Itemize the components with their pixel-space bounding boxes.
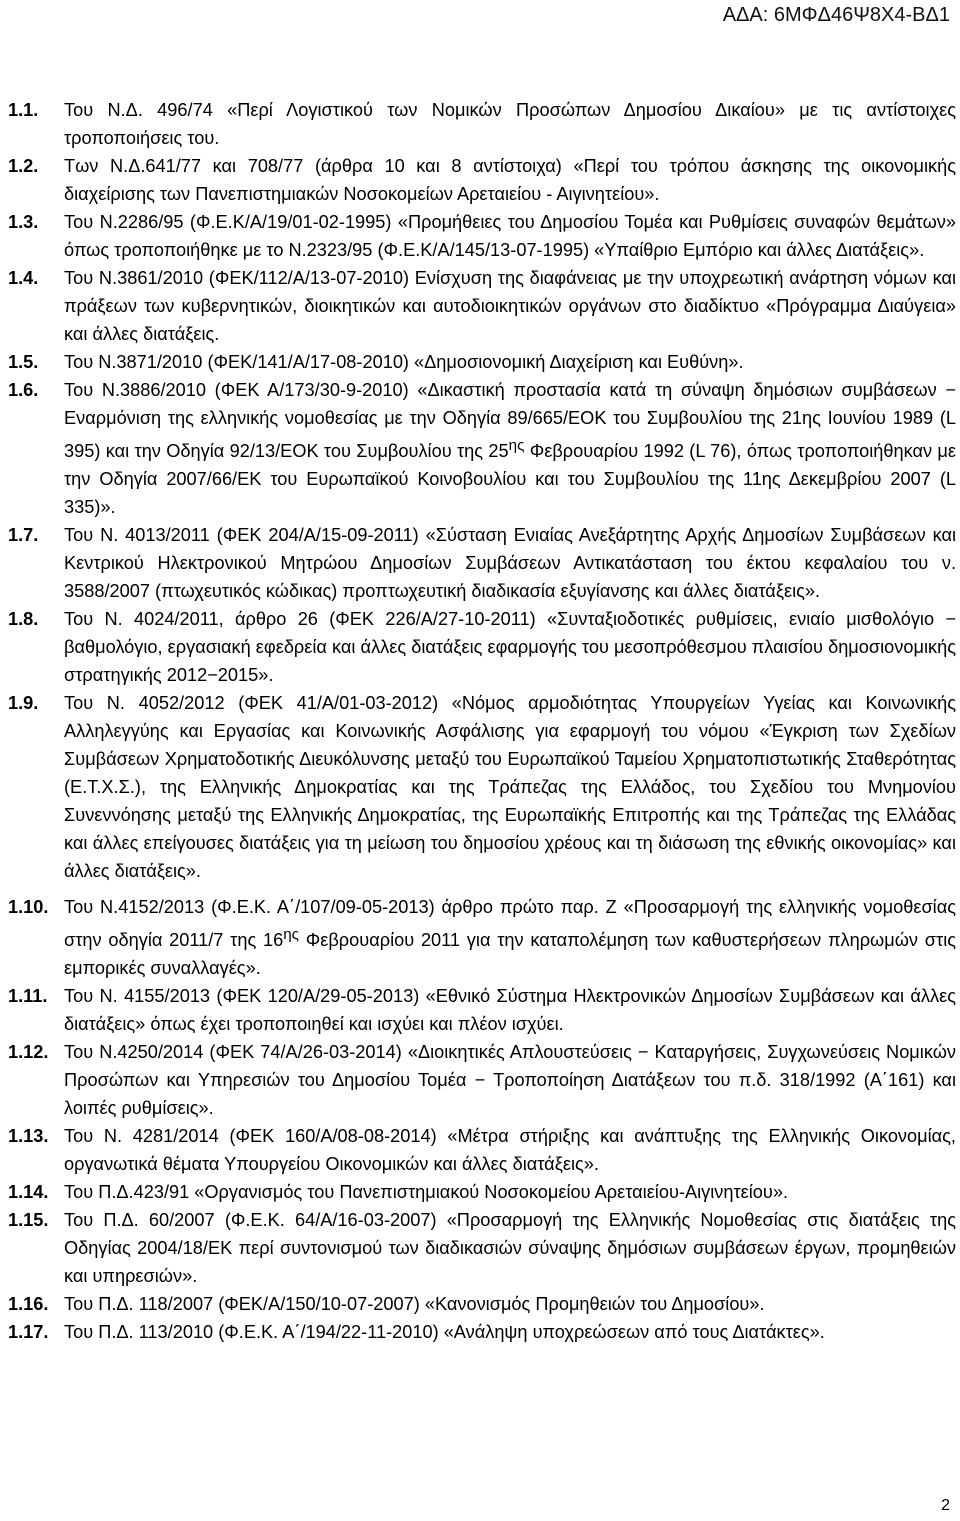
item-text xyxy=(64,376,956,521)
list-item xyxy=(8,1122,956,1178)
item-number: 1.12. xyxy=(8,1042,49,1063)
list-item xyxy=(8,1038,956,1122)
list-item xyxy=(8,1178,956,1206)
list-item xyxy=(8,605,956,689)
item-text: Του Ν.3861/2010 (ΦΕΚ/112/Α/13-07-2010) Ενίσχυση της διαφάνειας με την υποχρεωτική ανάρτηση νόμων και πράξεων των κυβερνητικών, διοικητικών και αυτοδιοικητικών οργάνων στο διαδίκτυο «Πρόγραμμα Διαύγεια» και άλλες διατάξεις. xyxy=(64,268,956,344)
list-item xyxy=(8,1290,956,1318)
item-text-part: Του Ν.4152/2013 (Φ.Ε.Κ. Α΄/107/09-05-2013) άρθρο πρώτο παρ. Ζ «Προσαρμογή της ελληνικής νομοθεσίας στην οδηγία 2011/7 της 16 xyxy=(64,897,956,951)
item-number: 1.8. xyxy=(8,609,39,630)
page-number: 2 xyxy=(941,1497,950,1514)
document-body xyxy=(8,96,956,1346)
item-text-part: Φεβρουαρίου 2011 για την καταπολέμηση των καθυστερήσεων πληρωμών στις εμπορικές συναλλαγές». xyxy=(64,930,956,979)
ada-code: ΑΔΑ: 6ΜΦΔ46Ψ8Χ4-ΒΔ1 xyxy=(722,4,950,26)
ordinal-suffix: ης xyxy=(283,926,299,944)
item-number: 1.9. xyxy=(8,693,39,714)
item-text: Του Π.Δ.423/91 «Οργανισμός του Πανεπιστημιακού Νοσοκομείου Αρεταιείου-Αιγινητείου». xyxy=(64,1182,789,1203)
item-number: 1.16. xyxy=(8,1294,49,1315)
item-number: 1.1. xyxy=(8,100,39,120)
item-number: 1.4. xyxy=(8,268,39,288)
list-item xyxy=(8,96,956,152)
item-text: Των Ν.Δ.641/77 και 708/77 (άρθρα 10 και 8 αντίστοιχα) «Περί του τρόπου άσκησης της οικονομικής διαχείρισης των Πανεπιστημιακών Νοσοκομείων Αρεταιείου - Αιγινητείου». xyxy=(64,156,956,204)
item-text: Του Π.Δ. 113/2010 (Φ.Ε.Κ. Α΄/194/22-11-2010) «Ανάληψη υποχρεώσεων από τους Διατάκτες». xyxy=(64,1322,825,1343)
item-text: Του Ν.4250/2014 (ΦΕΚ 74/Α/26-03-2014) «Διοικητικές Απλουστεύσεις − Καταργήσεις, Συγχωνεύσεις Νομικών Προσώπων και Υπηρεσιών του Δημοσίου Τομέα − Τροποποίηση Διατάξεων του π.δ. 318/1992 (Α΄161) και λοιπές ρυθμίσεις». xyxy=(64,1042,956,1119)
list-item xyxy=(8,264,956,348)
item-text: Του Ν.Δ. 496/74 «Περί Λογιστικού των Νομικών Προσώπων Δημοσίου Δικαίου» με τις αντίστοιχες τροποποιήσεις του. xyxy=(64,100,956,148)
list-item xyxy=(8,982,956,1038)
item-number: 1.3. xyxy=(8,212,39,232)
list-item xyxy=(8,689,956,885)
item-text: Του Ν. 4281/2014 (ΦΕΚ 160/Α/08-08-2014) «Μέτρα στήριξης και ανάπτυξης της Ελληνικής Οικονομίας, οργανωτικά θέματα Υπουργείου Οικονομικών και άλλες διατάξεις». xyxy=(64,1126,956,1175)
item-text-part: Του Ν.3886/2010 (ΦΕΚ Α/173/30-9-2010) «Δικαστική προστασία κατά τη σύναψη δημόσιων συμβάσεων − Εναρμόνιση της ελληνικής νομοθεσίας με την Οδηγία 89/665/ΕΟΚ του Συμβουλίου της 21ης Ιουνίου 1989 (L 395) και την Οδηγία 92/13/ΕΟΚ του Συμβουλίου της 25 xyxy=(64,380,956,462)
item-number: 1.11. xyxy=(8,986,48,1007)
item-text-part: Φεβρουαρίου 1992 (L 76), όπως τροποποιήθηκαν με την Οδηγία 2007/66/ΕΚ του Ευρωπαϊκού Κοινοβουλίου και του Συμβουλίου της 11ης Δεκεμβρίου 2007 (L 335)». xyxy=(64,441,957,518)
item-text: Του Ν.2286/95 (Φ.Ε.Κ/Α/19/01-02-1995) «Προμήθειες του Δημοσίου Τομέα και Ρυθμίσεις συναφών θεμάτων» όπως τροποποιήθηκε με το Ν.2323/95 (Φ.Ε.Κ/Α/145/13-07-1995) «Υπαίθριο Εμπόριο και άλλες Διατάξεις». xyxy=(64,212,956,260)
item-text: Του Ν. 4013/2011 (ΦΕΚ 204/Α/15-09-2011) «Σύσταση Ενιαίας Ανεξάρτητης Αρχής Δημοσίων Συμβάσεων και Κεντρικού Ηλεκτρονικού Μητρώου Δημοσίων Συμβάσεων Αντικατάσταση του έκτου κεφαλαίου του ν. 3588/2007 (πτωχευτικός κώδικας) προπτωχευτική διαδικασία εξυγίανσης και άλλες διατάξεις». xyxy=(64,525,956,602)
item-text: Του Π.Δ. 118/2007 (ΦΕΚ/Α/150/10-07-2007) «Κανονισμός Προμηθειών του Δημοσίου». xyxy=(64,1294,765,1315)
item-text: Του Ν.3871/2010 (ΦΕΚ/141/Α/17-08-2010) «Δημοσιονομική Διαχείριση και Ευθύνη». xyxy=(64,352,744,372)
list-item xyxy=(8,1206,956,1290)
item-text: Του Π.Δ. 60/2007 (Φ.Ε.Κ. 64/Α/16-03-2007) «Προσαρμογή της Ελληνικής Νομοθεσίας στις διατάξεις της Οδηγίας 2004/18/ΕΚ περί συντονισμού των διαδικασιών σύναψης δημόσιων συμβάσεων έργων, προμηθειών και υπηρεσιών». xyxy=(64,1210,956,1287)
item-text: Του Ν. 4155/2013 (ΦΕΚ 120/Α/29-05-2013) «Εθνικό Σύστημα Ηλεκτρονικών Δημοσίων Συμβάσεων και άλλες διατάξεις» όπως έχει τροποποιηθεί και ισχύει και πλέον ισχύει. xyxy=(64,986,956,1035)
list-item xyxy=(8,893,956,982)
list-item xyxy=(8,521,956,605)
item-number: 1.15. xyxy=(8,1210,49,1231)
item-text: Του Ν. 4024/2011, άρθρο 26 (ΦΕΚ 226/Α/27-10-2011) «Συνταξιοδοτικές ρυθμίσεις, ενιαίο μισθολόγιο − βαθμολόγιο, εργασιακή εφεδρεία και άλλες διατάξεις εφαρμογής του μεσοπρόθεσμου πλαισίου δημοσιονομικής στρατηγικής 2012−2015». xyxy=(64,609,956,686)
item-number: 1.10. xyxy=(8,897,49,918)
item-number: 1.14. xyxy=(8,1182,49,1203)
list-item xyxy=(8,376,956,521)
item-text: Του Ν. 4052/2012 (ΦΕΚ 41/Α/01-03-2012) «Νόμος αρμοδιότητας Υπουργείων Υγείας και Κοινωνικής Αλληλεγγύης και Εργασίας και Κοινωνικής Ασφάλισης για εφαρμογή του νόμου «Έγκριση των Σχεδίων Συμβάσεων Χρηματοδοτικής Διευκόλυνσης μεταξύ του Ευρωπαϊκού Ταμείου Χρηματοπιστωτικής Σταθερότητας (Ε.Τ.Χ.Σ.), της Ελληνικής Δημοκρατίας και της Τράπεζας της Ελλάδος, του Σχεδίου του Μνημονίου Συνεννόησης μεταξύ της Ελληνικής Δημοκρατίας, της Ευρωπαϊκής Επιτροπής και της Τράπεζας της Ελλάδας και άλλες επείγουσες διατάξεις για τη μείωση του δημοσίου χρέους και τη διάσωση της εθνικής οικονομίας» και άλλες διατάξεις». xyxy=(64,693,956,882)
list-item xyxy=(8,348,956,376)
ordinal-suffix: ης xyxy=(508,437,525,454)
item-number: 1.2. xyxy=(8,156,39,176)
list-item xyxy=(8,208,956,264)
item-number: 1.13. xyxy=(8,1126,49,1147)
list-item xyxy=(8,1318,956,1346)
item-number: 1.6. xyxy=(8,380,39,400)
item-number: 1.17. xyxy=(8,1322,49,1343)
item-number: 1.5. xyxy=(8,352,39,372)
list-item xyxy=(8,152,956,208)
item-number: 1.7. xyxy=(8,525,39,546)
item-text xyxy=(64,893,956,982)
